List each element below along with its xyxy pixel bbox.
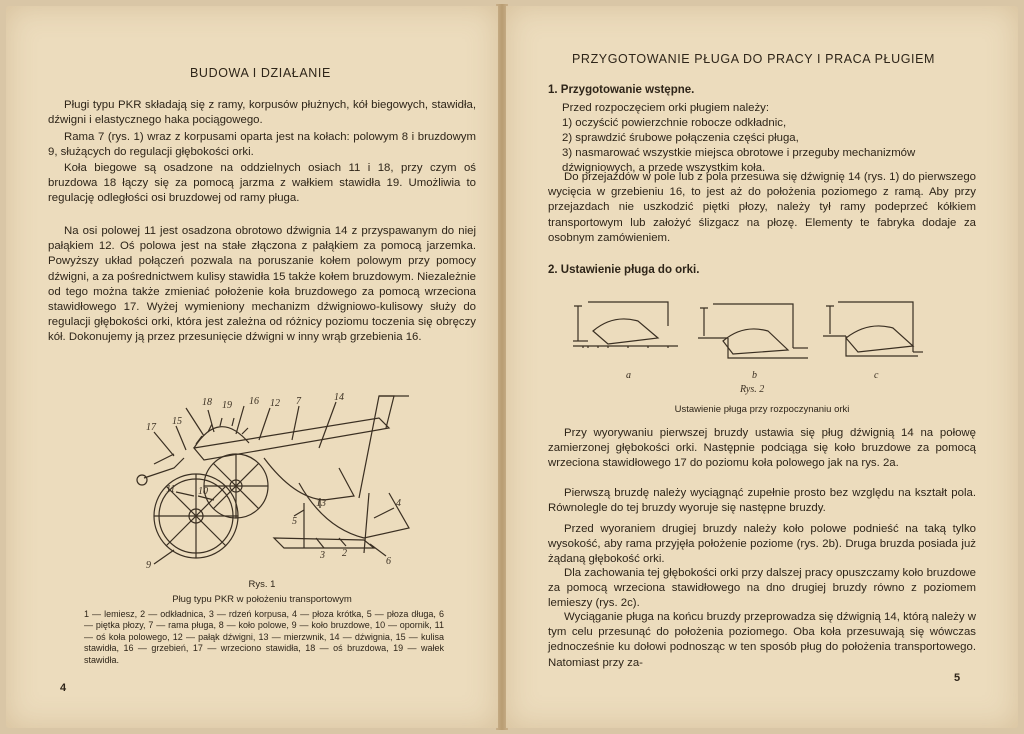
fig1-label-12: 12 [270, 398, 280, 409]
fig1-label-17: 17 [146, 422, 156, 433]
right-page [506, 6, 1018, 728]
fig1-title: Pług typu PKR w położeniu transportowym [172, 594, 352, 605]
plough-drawing [124, 388, 424, 578]
paragraph-first-furrow: Przy wyorywaniu pierwszej bruzdy ustawia się pług dźwignią 14 na połowę zamierzonej głębokości orki. Następnie podciąga się koło bruzdowe za pomocą wrzeciona stawidłowego 17 do poziomu koła polowego jak na rys. 2a. [548, 427, 976, 470]
paragraph-wheels: Koła biegowe są osadzone na oddzielnych osiach 11 i 18, przy czym oś bruzdowa 18 łączy się za pomocą jarzma z wałkiem stawidła 19. Umożliwia to regulację odległości osi bruzdowej od ramy pługa. [48, 162, 476, 205]
section-1-heading: 1. Przygotowanie wstępne. [548, 84, 695, 96]
paragraph-straight-furrow: Pierwszą bruzdę należy wyciągnąć zupełnie prosto bez względu na kształt pola. Równolegle do tej bruzdy wyoruje się następne bruzdy. [548, 487, 976, 515]
paragraph-second-furrow: Przed wyoraniem drugiej bruzdy należy koło polowe podnieść na taką tylko wysokość, aby rama przyjęła położenie poziome (rys. 2b). Druga bruzda posiada już żądaną głębokość orki. [548, 523, 976, 566]
page-number-left: 4 [60, 682, 67, 694]
list-item: 1) oczyścić powierzchnie robocze odkładnic, [562, 117, 787, 129]
fig1-legend: 1 — lemiesz, 2 — odkładnica, 3 — rdzeń korpusa, 4 — płoza krótka, 5 — płoza długa, 6 — piętka płozy, 7 — rama pługa, 8 — koło polowe, 9 — koło bruzdowe, 10 — opornik, 11 — oś koła polowego, 12 — pałąk dźwigni, 13 — mierzwnik, 14 — dźwignia, 15 — kulisa stawidła, 16 — grzebień, 17 — wrzeciono stawidła, 18 — oś bruzdowa, 19 — wałek stawidła. [84, 609, 444, 665]
left-page [6, 6, 498, 728]
paragraph-transport: Do przejazdów w pole lub z pola przesuwa się dźwignię 14 (rys. 1) do pierwszego wycięcia w grzebieniu 16, to jest aż do położenia poziomego z ramą. Aby przy przejazdach nie uszkodzić piętki płozy, należy tył ramy podeprzeć kółkiem transportowym lub założyć ślizgacz na płozę. Elementy te fabryka dodaje za osobnym zamówieniem. [548, 171, 976, 244]
paragraph-intro: Pługi typu PKR składają się z ramy, korpusów płużnych, kół biegowych, stawidła, dźwigni i elastycznego haka pociągowego. [48, 99, 476, 127]
paragraph-depth: Dla zachowania tej głębokości orki przy dalszej pracy opuszczamy koło bruzdowe za pomocą wrzeciona stawidłowego na dno drugiej bruzdy równo z poziomem lemieszy (rys. 2c). [548, 567, 976, 610]
fig1-number: Rys. 1 [248, 579, 276, 590]
fig1-label-6: 6 [386, 556, 391, 567]
fig1-label-7: 7 [296, 396, 301, 407]
fig1-label-14: 14 [334, 392, 344, 403]
plough-setup-diagrams [568, 286, 948, 396]
paragraph-frame: Rama 7 (rys. 1) wraz z korpusami oparta jest na kołach: polowym 8 i bruzdowym 9, służących do regulacji głębokości orki. [48, 131, 476, 159]
fig2-letter-c: c [874, 370, 879, 381]
page-number-right: 5 [954, 672, 961, 684]
fig1-label-9: 9 [146, 560, 151, 571]
fig1-label-16: 16 [249, 396, 259, 407]
fig1-label-13: 13 [316, 498, 326, 509]
fig1-label-3: 3 [320, 550, 325, 561]
fig2-letter-b: b [752, 370, 757, 381]
paragraph-lifting: Wyciąganie pługa na końcu bruzdy przeprowadza się dźwignią 14, którą należy w tym celu przesunąć do położenia poziomego. Oba koła przesuwają się wówczas jednocześnie ku dołowi podnosząc w ten sposób pług do położenia transportowego. Natomiast przy za- [548, 611, 976, 669]
list-item: 2) sprawdzić śrubowe połączenia części pługa, [562, 132, 799, 144]
fig2-number: Rys. 2 [740, 384, 765, 395]
section-2-heading: 2. Ustawienie pługa do orki. [548, 264, 700, 276]
fig1-label-19: 19 [222, 400, 232, 411]
fig2-caption: Ustawienie pługa przy rozpoczynaniu orki [674, 404, 850, 415]
paragraph-lever: Na osi polowej 11 jest osadzona obrotowo dźwignia 14 z przyspawanym do niej pałąkiem 12. Oś polowa jest na stałe złączona z pałąkiem za pomocą jarzemka. Powyższy układ połączeń pozwala na poruszanie kołem polowym przy pomocy dźwigni, a za pośrednictwem kulisy stawidła 15 także kołem bruzdowym. Niezależnie od tego można także zmieniać położenie koła bruzdowego za pomocą wrzeciona stawidłowego 17. Wyżej wymieniony mechanizm dźwigniowo-kulisowy służy do regulacji głębokości orki, która jest zależna od różnicy poziomu toczenia się obręczy kół. Dokonujemy ją przez przesunięcie dźwigni w inny wrąb grzebienia 16. [48, 225, 476, 344]
fig1-label-4: 4 [396, 498, 401, 509]
fig1-label-11: 11 [166, 484, 176, 495]
list-item: 3) nasmarować wszystkie miejsca obrotowe i przeguby mechanizmów dźwigniowych, a przede wszystkim koła. [562, 147, 916, 174]
fig1-label-15: 15 [172, 416, 182, 427]
fig1-label-10: 10 [198, 486, 208, 497]
list-intro: Przed rozpoczęciem orki pługiem należy: [562, 102, 770, 114]
fig1-label-2: 2 [342, 548, 347, 559]
fig2-letter-a: a [626, 370, 631, 381]
left-page-title: BUDOWA I DZIAŁANIE [190, 66, 331, 80]
preparation-list [562, 101, 972, 176]
right-page-title: PRZYGOTOWANIE PŁUGA DO PRACY I PRACA PŁUGIEM [572, 52, 936, 66]
fig1-label-5: 5 [292, 516, 297, 527]
fig1-label-18: 18 [202, 397, 212, 408]
